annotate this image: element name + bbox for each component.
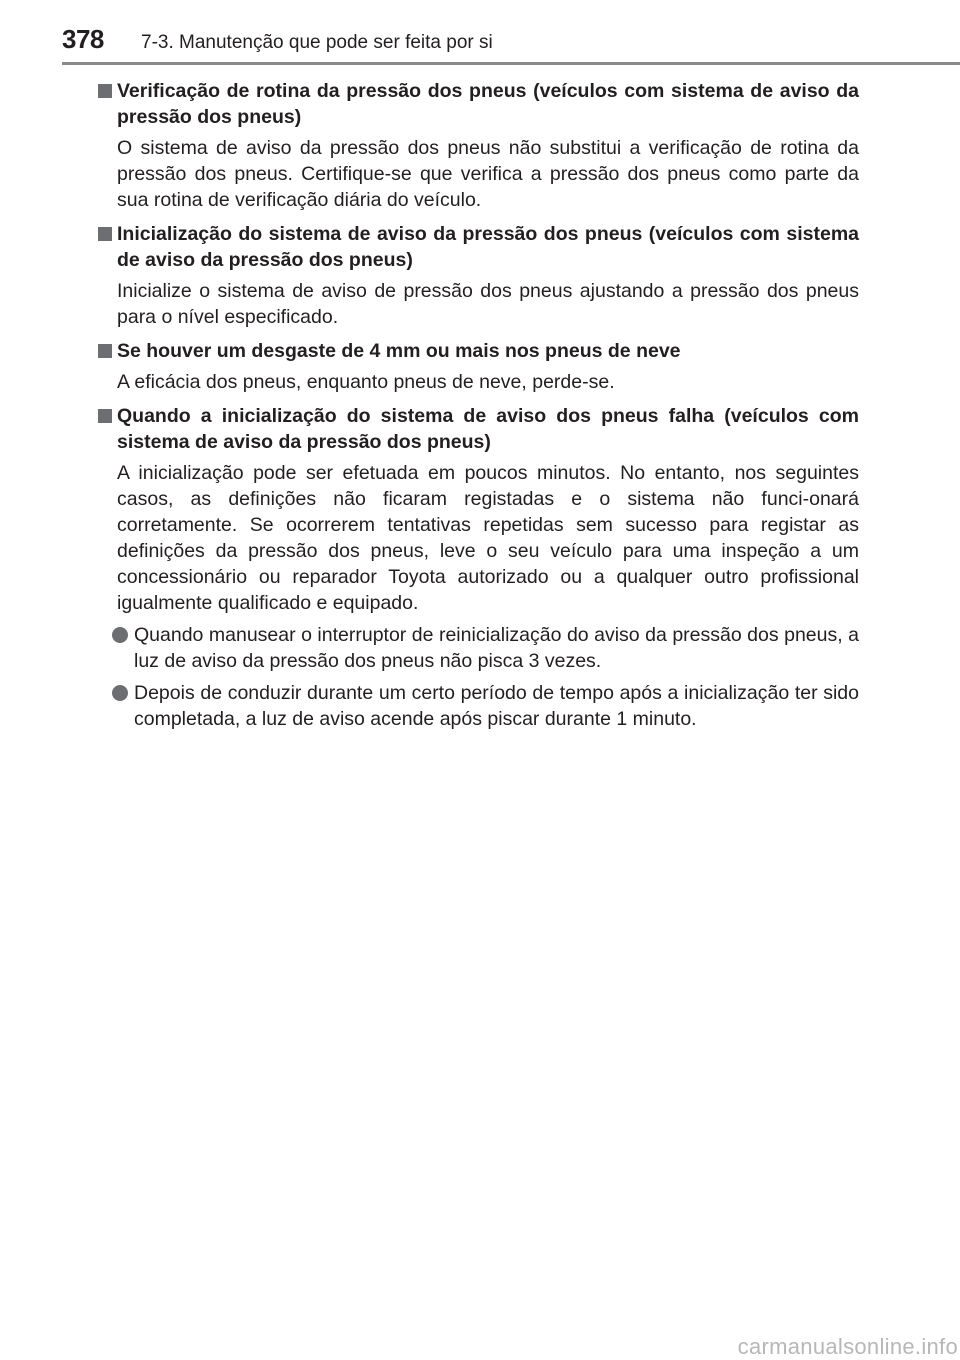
section-initialization [97, 221, 859, 330]
square-bullet-icon [98, 227, 112, 241]
circle-bullet-icon [112, 685, 128, 701]
chapter-title: 7-3. Manutenção que pode ser feita por si [141, 32, 493, 53]
section-heading-text: Se houver um desgaste de 4 mm ou mais nos pneus de neve [117, 340, 681, 362]
section-snow-tire-wear [97, 338, 859, 395]
page-content [97, 78, 859, 740]
square-bullet-icon [98, 84, 112, 98]
section-body: A eficácia dos pneus, enquanto pneus de neve, perde-se. [117, 371, 615, 393]
section-heading-text: Verificação de rotina da pressão dos pneus (veículos com sistema de aviso da pressão dos pneus) [117, 80, 859, 128]
circle-bullet-icon [112, 627, 128, 643]
page-number: 378 [62, 24, 104, 54]
section-routine-check [97, 78, 859, 213]
square-bullet-icon [98, 409, 112, 423]
list-item [97, 622, 859, 674]
section-heading [97, 403, 859, 455]
square-bullet-icon [98, 344, 112, 358]
section-body: A inicialização pode ser efetuada em poucos minutos. No entanto, nos seguintes casos, as definições não ficaram registadas e o sistema não funci-onará corretamente. Se ocorrerem tentativas repetidas sem sucesso para registar as definições da pressão dos pneus, leve o seu veículo para uma inspeção a um concessionário ou reparador Toyota autorizado ou a qualquer outro profissional igualmente qualificado e equipado. [117, 462, 859, 614]
section-heading [97, 221, 859, 273]
list-item [97, 680, 859, 732]
list-item-text: Quando manusear o interruptor de reinicialização do aviso da pressão dos pneus, a luz de aviso da pressão dos pneus não pisca 3 vezes. [134, 624, 859, 672]
section-initialization-failure [97, 403, 859, 732]
page-header [0, 0, 960, 64]
header-divider [62, 62, 960, 65]
list-item-text: Depois de conduzir durante um certo período de tempo após a inicialização ter sido completada, a luz de aviso acende após piscar durante 1 minuto. [134, 682, 859, 730]
section-heading-text: Inicialização do sistema de aviso da pressão dos pneus (veículos com sistema de aviso da pressão dos pneus) [117, 223, 859, 271]
section-heading [97, 78, 859, 130]
section-heading [97, 338, 859, 364]
watermark: carmanualsonline.info [737, 1334, 958, 1359]
section-heading-text: Quando a inicialização do sistema de aviso dos pneus falha (veículos com sistema de aviso da pressão dos pneus) [117, 405, 859, 453]
section-body: Inicialize o sistema de aviso de pressão dos pneus ajustando a pressão dos pneus para o nível especificado. [117, 280, 859, 328]
section-body: O sistema de aviso da pressão dos pneus não substitui a verificação de rotina da pressão dos pneus. Certifique-se que verifica a pressão dos pneus como parte da sua rotina de verificação diária do veículo. [117, 137, 859, 211]
